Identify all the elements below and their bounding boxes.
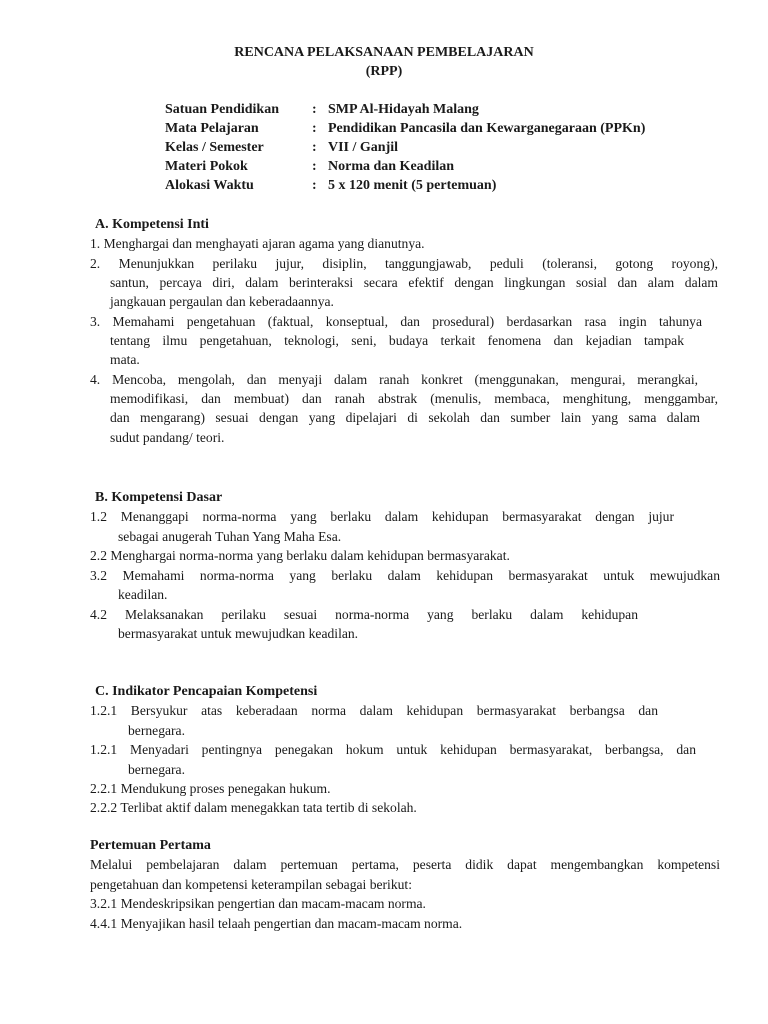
section-c-heading: C. Indikator Pencapaian Kompetensi [95,684,318,699]
identity-value: SMP Al-Hidayah Malang [328,102,479,117]
identity-label: Alokasi Waktu [165,178,254,193]
identity-value: 5 x 120 menit (5 pertemuan) [328,178,497,193]
identity-value: VII / Ganjil [328,140,399,155]
document-title: RENCANA PELAKSANAAN PEMBELAJARAN [234,45,534,60]
section-b-line: 3.2 Memahami norma-norma yang berlaku dalam kehidupan bermasyarakat untuk mewujudkan [90,568,720,583]
identity-colon: : [312,159,317,174]
section-c-line: 2.2.2 Terlibat aktif dalam menegakkan tata tertib di sekolah. [90,800,417,815]
section-c-line: 2.2.1 Mendukung proses penegakan hukum. [90,781,331,796]
section-a-heading: A. Kompetensi Inti [95,217,209,232]
identity-label: Mata Pelajaran [165,121,259,136]
section-a-line: jangkauan pergaulan dan keberadaannya. [110,294,334,309]
section-a-line: 2. Menunjukkan perilaku jujur, disiplin, tanggungjawab, peduli (toleransi, gotong royong), [90,256,718,271]
identity-label: Kelas / Semester [165,140,264,155]
identity-colon: : [312,140,317,155]
identity-colon: : [312,121,317,136]
section-a-line: 3. Memahami pengetahuan (faktual, konseptual, dan prosedural) berdasarkan rasa ingin tahunya [90,314,702,329]
section-b-line: 4.2 Melaksanakan perilaku sesuai norma-norma yang berlaku dalam kehidupan [90,607,638,622]
identity-label: Materi Pokok [165,159,248,174]
section-a-line: 4. Mencoba, mengolah, dan menyaji dalam ranah konkret (menggunakan, mengurai, merangkai, [90,372,698,387]
section-c-line: bernegara. [128,723,185,738]
section-a-line: sudut pandang/ teori. [110,430,225,445]
section-c-line: 1.2.1 Bersyukur atas keberadaan norma dalam kehidupan bermasyarakat berbangsa dan [90,703,658,718]
section-c-line: bernegara. [128,762,185,777]
identity-label: Satuan Pendidikan [165,102,279,117]
section-a-line: tentang ilmu pengetahuan, teknologi, seni, budaya terkait fenomena dan kejadian tampak [110,333,684,348]
section-b-line: 1.2 Menanggapi norma-norma yang berlaku dalam kehidupan bermasyarakat dengan jujur [90,509,674,524]
document-subtitle: (RPP) [365,64,403,79]
meeting-line: 3.2.1 Mendeskripsikan pengertian dan macam-macam norma. [90,896,426,911]
meeting-line: 4.4.1 Menyajikan hasil telaah pengertian dan macam-macam norma. [90,916,463,931]
section-b-line: 2.2 Menghargai norma-norma yang berlaku dalam kehidupan bermasyarakat. [90,548,510,563]
identity-colon: : [312,102,317,117]
identity-colon: : [312,178,317,193]
identity-value: Pendidikan Pancasila dan Kewarganegaraan (PPKn) [328,121,646,136]
section-a-line: dan mengarang) sesuai dengan yang dipelajari di sekolah dan sumber lain yang sama dalam [110,410,700,425]
section-c-line: 1.2.1 Menyadari pentingnya penegakan hokum untuk kehidupan bermasyarakat, berbangsa, dan [90,742,696,757]
section-b-line: keadilan. [118,587,168,602]
section-b-heading: B. Kompetensi Dasar [95,490,223,505]
section-b-line: bermasyarakat untuk mewujudkan keadilan. [118,626,359,641]
section-b-line: sebagai anugerah Tuhan Yang Maha Esa. [118,529,342,544]
section-a-line: memodifikasi, dan membuat) dan ranah abstrak (menulis, membaca, menghitung, menggambar, [110,391,718,406]
section-a-line: santun, percaya diri, dalam berinteraksi secara efektif dengan lingkungan sosial dan alam dalam [110,275,718,290]
meeting-line: pengetahuan dan kompetensi keterampilan sebagai berikut: [90,877,412,892]
section-a-line: 1. Menghargai dan menghayati ajaran agama yang dianutnya. [90,236,425,251]
identity-value: Norma dan Keadilan [328,159,455,174]
section-a-line: mata. [110,352,140,367]
meeting-line: Melalui pembelajaran dalam pertemuan pertama, peserta didik dapat mengembangkan kompetensi [90,857,720,872]
meeting-heading: Pertemuan Pertama [90,838,211,853]
